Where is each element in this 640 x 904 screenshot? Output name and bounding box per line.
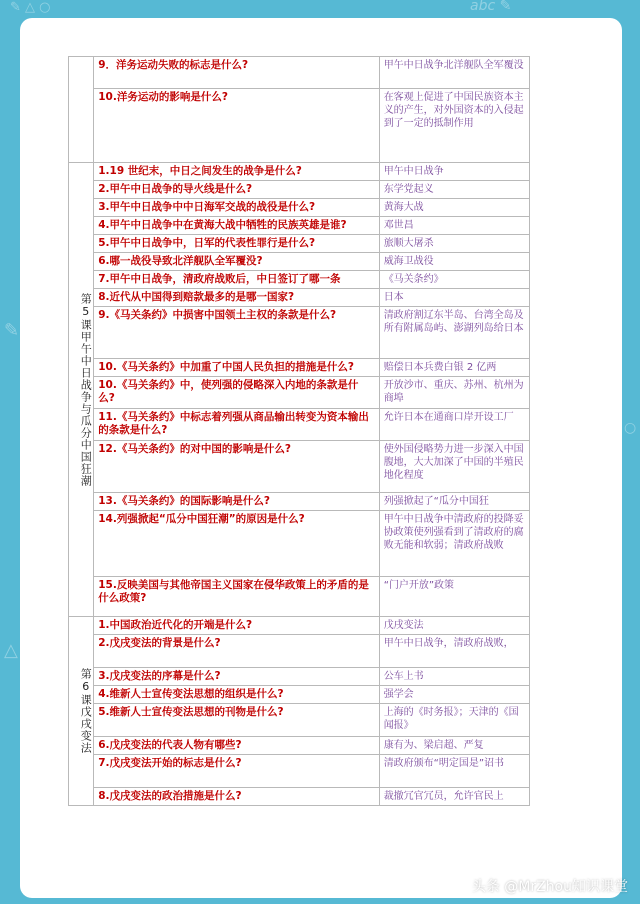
question-cell: 4.维新人士宣传变法思想的组织是什么?: [94, 686, 379, 704]
answer-cell: 甲午中日战争: [379, 163, 529, 181]
table-row: [69, 89, 530, 163]
answer-cell: 上海的《时务报》；天津的《国闻报》: [379, 704, 529, 737]
watermark: 头条 @MrZhou知识课堂: [471, 879, 628, 895]
question-cell: 3.戊戌变法的序幕是什么?: [94, 668, 379, 686]
question-cell: 6.戊戌变法的代表人物有哪些?: [94, 737, 379, 755]
answer-cell: 清政府割辽东半岛、台湾全岛及所有附属岛屿、澎湖列岛给日本: [379, 307, 529, 359]
table-row: [69, 788, 530, 806]
table-row: [69, 737, 530, 755]
table-row: [69, 704, 530, 737]
table-row: [69, 409, 530, 441]
answer-cell: 康有为、梁启超、严复: [379, 737, 529, 755]
question-cell: 1.中国政治近代化的开端是什么?: [94, 617, 379, 635]
table-row: [69, 289, 530, 307]
answer-cell: 列强掀起了“瓜分中国狂: [379, 493, 529, 511]
answer-cell: 《马关条约》: [379, 271, 529, 289]
table-row: [69, 511, 530, 577]
doodle-text: ○: [624, 420, 637, 436]
question-cell: 4.甲午中日战争中在黄海大战中牺牲的民族英雄是谁?: [94, 217, 379, 235]
table-row: [69, 199, 530, 217]
question-cell: 8.近代从中国得到赔款最多的是哪一国家?: [94, 289, 379, 307]
table-row: [69, 635, 530, 668]
table-row: [69, 668, 530, 686]
answer-cell: 强学会: [379, 686, 529, 704]
table-row: [69, 441, 530, 493]
doodle-text: ✎ △ ○: [10, 0, 51, 15]
question-cell: 5.维新人士宣传变法思想的刊物是什么?: [94, 704, 379, 737]
lesson-title: 第5课甲午中日战争与瓜分中国狂潮: [69, 163, 94, 617]
question-cell: 11.《马关条约》中标志着列强从商品输出转变为资本输出的条款是什么?: [94, 409, 379, 441]
question-cell: 13.《马关条约》的国际影响是什么?: [94, 493, 379, 511]
question-cell: 9.《马关条约》中损害中国领土主权的条款是什么?: [94, 307, 379, 359]
question-cell: 6.哪一战役导致北洋舰队全军覆没?: [94, 253, 379, 271]
table-row: [69, 359, 530, 377]
table-row: [69, 181, 530, 199]
answer-cell: 黄海大战: [379, 199, 529, 217]
answer-cell: 邓世昌: [379, 217, 529, 235]
lesson-title: 第6课戊戌变法: [69, 617, 94, 806]
answer-cell: 允许日本在通商口岸开设工厂: [379, 409, 529, 441]
answer-cell: 裁撤冗官冗员，允许官民上: [379, 788, 529, 806]
table-row: [69, 217, 530, 235]
question-cell: 9．洋务运动失败的标志是什么?: [94, 57, 379, 89]
doodle-text: △: [4, 640, 18, 661]
qa-table: [68, 56, 530, 806]
answer-cell: 甲午中日战争，清政府战败，: [379, 635, 529, 668]
question-cell: 2.戊戌变法的背景是什么?: [94, 635, 379, 668]
question-cell: 3.甲午中日战争中中日海军交战的战役是什么?: [94, 199, 379, 217]
question-cell: 10.《马关条约》中，使列强的侵略深入内地的条款是什么?: [94, 377, 379, 409]
question-cell: 15.反映美国与其他帝国主义国家在侵华政策上的矛盾的是什么政策?: [94, 577, 379, 617]
answer-cell: 甲午中日战争中清政府的投降妥协政策使列强看到了清政府的腐败无能和软弱；清政府战败: [379, 511, 529, 577]
answer-cell: “门户开放”政策: [379, 577, 529, 617]
table-row: [69, 307, 530, 359]
answer-cell: 公车上书: [379, 668, 529, 686]
table-row: [69, 617, 530, 635]
question-cell: 10.《马关条约》中加重了中国人民负担的措施是什么?: [94, 359, 379, 377]
answer-cell: 旅顺大屠杀: [379, 235, 529, 253]
table-row: [69, 57, 530, 89]
answer-cell: 在客观上促进了中国民族资本主义的产生，对外国资本的入侵起到了一定的抵制作用: [379, 89, 529, 163]
answer-cell: 赔偿日本兵费白银 2 亿两: [379, 359, 529, 377]
question-cell: 10.洋务运动的影响是什么?: [94, 89, 379, 163]
question-cell: 12.《马关条约》的对中国的影响是什么?: [94, 441, 379, 493]
table-row: [69, 377, 530, 409]
answer-cell: 戊戌变法: [379, 617, 529, 635]
question-cell: 2.甲午中日战争的导火线是什么?: [94, 181, 379, 199]
question-cell: 5.甲午中日战争中，日军的代表性罪行是什么?: [94, 235, 379, 253]
question-cell: 14.列强掀起“瓜分中国狂潮”的原因是什么?: [94, 511, 379, 577]
table-row: [69, 577, 530, 617]
table-row: [69, 271, 530, 289]
answer-cell: 开放沙市、重庆、苏州、杭州为商埠: [379, 377, 529, 409]
answer-cell: 清政府颁布“明定国是”诏书: [379, 755, 529, 788]
lesson-title: [69, 57, 94, 163]
answer-cell: 东学党起义: [379, 181, 529, 199]
doodle-text: abc ✎: [470, 0, 512, 14]
table-row: [69, 493, 530, 511]
answer-cell: 威海卫战役: [379, 253, 529, 271]
table-row: [69, 755, 530, 788]
question-cell: 8.戊戌变法的政治措施是什么?: [94, 788, 379, 806]
table-row: [69, 163, 530, 181]
table-row: [69, 253, 530, 271]
answer-cell: 甲午中日战争北洋舰队全军覆没: [379, 57, 529, 89]
answer-cell: 使外国侵略势力进一步深入中国腹地，大大加深了中国的半殖民地化程度: [379, 441, 529, 493]
question-cell: 7.甲午中日战争，清政府战败后，中日签订了哪一条: [94, 271, 379, 289]
doodle-text: ✎: [4, 320, 20, 341]
table-row: [69, 235, 530, 253]
answer-cell: 日本: [379, 289, 529, 307]
table-row: [69, 686, 530, 704]
question-cell: 1.19 世纪末，中日之间发生的战争是什么?: [94, 163, 379, 181]
question-cell: 7.戊戌变法开始的标志是什么?: [94, 755, 379, 788]
